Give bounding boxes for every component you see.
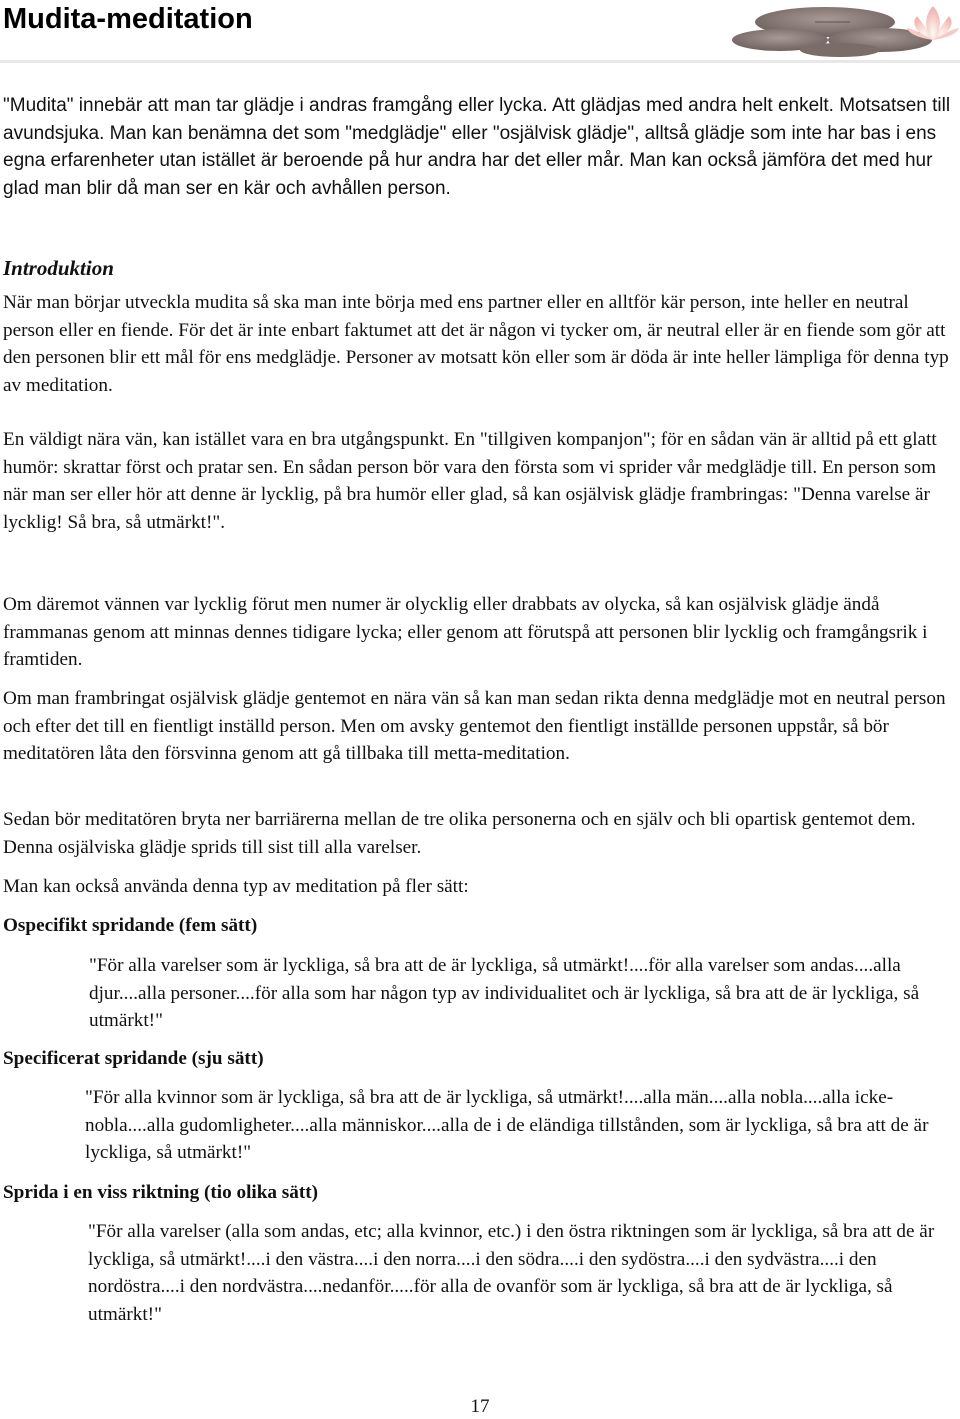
section-heading-introduktion: Introduktion: [3, 256, 114, 280]
paragraph-4: Om man frambringat osjälvisk glädje gentemot en nära vän så kan man sedan rikta denna medglädje mot en neutral person och efter det till en fientligt inställd person. Men om avsky gentemot den fientligt inställde personen uppstår, så bör meditatören låta den försvinna genom att gå tillbaka till metta-meditation.: [3, 688, 946, 764]
header-divider: [0, 60, 960, 63]
method-heading-riktning: Sprida i en viss riktning (tio olika sätt): [3, 1182, 319, 1203]
page-number: 17: [470, 1396, 490, 1417]
paragraph-5: Sedan bör meditatören bryta ner barriärerna mellan de tre olika personerna och en själv och bli opartisk gentemot dem. Denna osjälviska glädje sprids till sist till alla varelser.: [3, 809, 916, 858]
page-title: Mudita-meditation: [3, 3, 253, 35]
method-heading-ospecifikt: Ospecifikt spridande (fem sätt): [3, 915, 258, 936]
paragraph-3: Om däremot vännen var lycklig förut men numer är olycklig eller drabbats av olycka, så kan osjälvisk glädje ändå frammanas genom att minnas dennes tidigare lycka; eller genom att förutspå att personen blir lycklig och framgångsrik i framtiden.: [3, 594, 928, 670]
method-heading-specificerat: Specificerat spridande (sju sätt): [3, 1048, 264, 1069]
intro-paragraph: "Mudita" innebär att man tar glädje i andras framgång eller lycka. Att glädjas med andra helt enkelt. Motsatsen till avundsjuka. Man kan benämna det som "medglädje" eller "osjälvisk glädje", alltså glädje som inte har bas i ens egna erfarenheter utan istället är beroende på hur andra har det eller mår. Man kan också jämföra det med hur glad man blir då man ser en kär och avhållen person.: [3, 95, 951, 199]
paragraph-6: Man kan också använda denna typ av meditation på fler sätt:: [3, 876, 469, 897]
page-header: [0, 0, 960, 64]
method-quote-specificerat: "För alla kvinnor som är lyckliga, så bra att de är lyckliga, så utmärkt!....alla män....alla nobla....alla icke-nobla....alla gudomligheter....alla människor....alla de i de eländiga tillstånden, som är lyckliga, så bra att de är lyckliga, så utmärkt!": [85, 1087, 929, 1163]
method-quote-riktning: "För alla varelser (alla som andas, etc; alla kvinnor, etc.) i den östra riktningen som är lyckliga, så bra att de är lyckliga, så utmärkt!....i den västra....i den norra....i den södra....i den sydöstra....i den sydvästra....i den nordöstra....i den nordvästra....nedanför.....för alla de ovanför som är lyckliga, så bra att de är lyckliga, så utmärkt!": [88, 1221, 935, 1325]
paragraph-2: En väldigt nära vän, kan istället vara en bra utgångspunkt. En "tillgiven kompanjon"; för en sådan vän är alltid på ett glatt humör: skrattar först och pratar sen. En sådan person bör vara den första som vi sprider vår medglädje till. En person som när man ser eller hör att denne är lycklig, på bra humör eller glad, så kan osjälvisk glädje frambringas: "Denna varelse är lycklig! Så bra, så utmärkt!".: [3, 429, 937, 533]
method-quote-ospecifikt: "För alla varelser som är lyckliga, så bra att de är lyckliga, så utmärkt!....för alla varelser som andas....alla djur....alla personer....för alla som har någon typ av individualitet och är lyckliga, så bra att de är lyckliga, så utmärkt!": [89, 955, 920, 1031]
lotus-lilypad-icon: [720, 0, 960, 60]
paragraph-1: När man börjar utveckla mudita så ska man inte börja med ens partner eller en alltför kär person, inte heller en neutral person eller en fiende. För det är inte enbart faktumet att det är någon vi tycker om, är neutral eller är en fiende som gör att den personen blir ett mål för ens medglädje. Personer av motsatt kön eller som är döda är inte heller lämpliga för denna typ av meditation.: [3, 292, 949, 396]
